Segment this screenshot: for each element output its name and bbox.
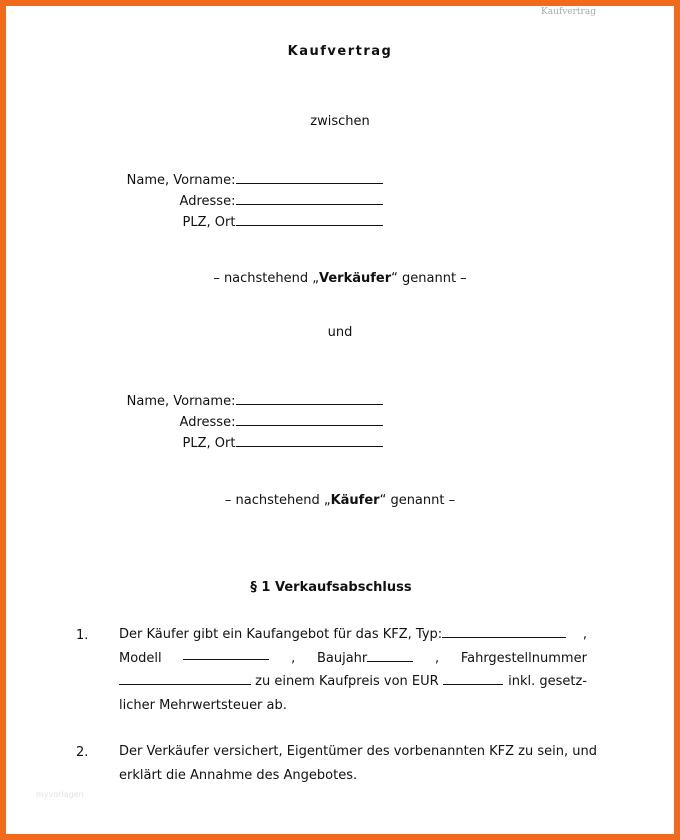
line-text: , [582, 627, 587, 642]
seller-city-field [100, 212, 383, 233]
buyer-address-field [100, 412, 383, 433]
buyer-name-field [100, 391, 383, 412]
seller-fields [100, 170, 383, 233]
and-text: und [327, 325, 353, 340]
item-1-line-3 [119, 670, 587, 694]
item-2-paragraph [119, 740, 597, 787]
item-1-line-2 [119, 647, 587, 671]
designation-role: Verkäufer [319, 271, 392, 286]
item-2-line-2: erklärt die Annahme des Angebotes. [119, 767, 358, 783]
baujahr-label: Baujahr [316, 650, 368, 666]
item-number: 2. [76, 745, 89, 760]
header-watermark: Kaufvertrag [541, 7, 596, 17]
fill-line [236, 433, 383, 447]
designation-role: Käufer [330, 493, 380, 508]
fill-line [236, 212, 383, 226]
modell-label: Modell [119, 650, 162, 666]
price-blank [443, 672, 503, 685]
item-number: 1. [76, 628, 89, 643]
field-label: Adresse: [179, 194, 236, 209]
fill-line [236, 391, 383, 405]
field-label: Name, Vorname: [126, 394, 236, 409]
document-title: Kaufvertrag [287, 44, 393, 59]
field-label: Adresse: [179, 415, 236, 430]
modell-blank [183, 647, 269, 660]
comma: , [291, 650, 296, 666]
line-text: inkl. gesetz- [508, 674, 587, 689]
section-heading: § 1 Verkaufsabschluss [250, 580, 412, 595]
designation-prefix: – nachstehend „ [213, 271, 320, 286]
type-blank [442, 625, 566, 638]
designation-suffix: “ genannt – [379, 493, 456, 508]
designation-prefix: – nachstehend „ [224, 493, 331, 508]
seller-address-field [100, 191, 383, 212]
line-text: zu einem Kaufpreis von EUR [255, 674, 439, 689]
fgn-blank [119, 672, 251, 685]
fgn-label: Fahrgestellnummer [460, 650, 587, 666]
item-1-line-1 [119, 623, 587, 647]
baujahr-blank [367, 649, 413, 662]
buyer-designation [0, 493, 680, 508]
between-text: zwischen [310, 114, 370, 129]
field-label: Name, Vorname: [126, 173, 236, 188]
field-label: PLZ, Ort [182, 436, 236, 451]
item-1-line-4: licher Mehrwertsteuer ab. [119, 697, 287, 713]
footer-watermark: myvorlagen [36, 790, 84, 799]
fill-line [236, 170, 383, 184]
field-label: PLZ, Ort [182, 215, 236, 230]
fill-line [236, 412, 383, 426]
buyer-fields [100, 391, 383, 454]
seller-name-field [100, 170, 383, 191]
line-text: Der Käufer gibt ein Kaufangebot für das KFZ, Typ: [119, 627, 443, 642]
seller-designation [0, 271, 680, 286]
item-2-line-1: Der Verkäufer versichert, Eigentümer des vorbenannten KFZ zu sein, und [119, 744, 597, 759]
fill-line [236, 191, 383, 205]
designation-suffix: “ genannt – [391, 271, 467, 286]
buyer-city-field [100, 433, 383, 454]
item-1-paragraph [119, 623, 587, 717]
comma: , [434, 650, 440, 666]
